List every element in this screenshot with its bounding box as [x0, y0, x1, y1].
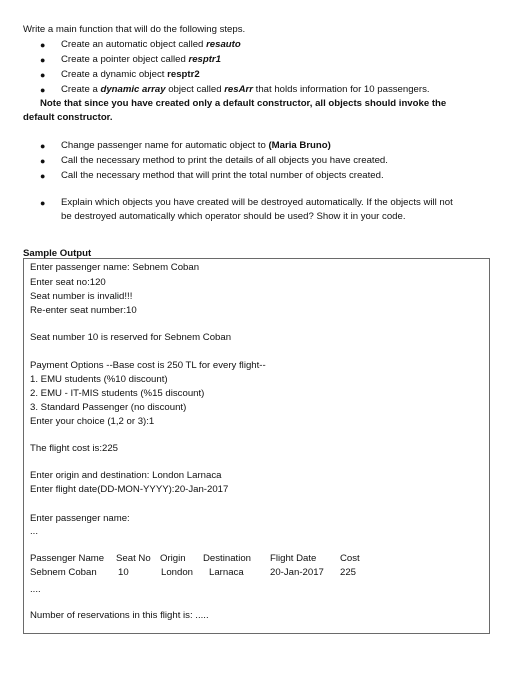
output-line: Number of reservations in this flight is: .....: [30, 610, 209, 621]
bullet-text: Create an automatic object called: [61, 39, 207, 50]
bullet-explain-line-1: Explain which objects you have created will be destroyed automatically. If the objects will not: [61, 197, 453, 208]
bullet-change-name: [61, 140, 331, 152]
bullet-resarr: [61, 84, 430, 96]
output-line: Enter flight date(DD-MON-YYYY):20-Jan-2017: [30, 484, 229, 495]
table-cell-origin: London: [161, 567, 194, 578]
passenger-name: (Maria Bruno): [268, 140, 331, 151]
output-line: Re-enter seat number:10: [30, 305, 137, 316]
bullet-explain-line-2: be destroyed automatically which operator should be used? Show it in your code.: [61, 211, 406, 222]
bullet-text: Create a pointer object called: [61, 54, 189, 65]
object-name: resArr: [224, 84, 254, 95]
table-header-flight-date: Flight Date: [270, 553, 317, 564]
bullet-print-details: Call the necessary method to print the details of all objects you have created.: [61, 155, 388, 166]
output-line: The flight cost is:225: [30, 443, 118, 454]
bullet-icon: ●: [40, 141, 46, 151]
bullet-icon: ●: [40, 85, 46, 95]
output-line: Enter your choice (1,2 or 3):1: [30, 416, 155, 427]
table-cell-destination: Larnaca: [209, 567, 244, 578]
object-name: resptr1: [188, 54, 221, 65]
bullet-icon: ●: [40, 156, 46, 166]
output-line: Seat number 10 is reserved for Sebnem Coban: [30, 332, 232, 343]
bullet-icon: ●: [40, 70, 46, 80]
bullet-icon: ●: [40, 171, 46, 181]
table-cell-seat-no: 10: [118, 567, 129, 578]
bullet-text: Create a: [61, 84, 101, 95]
table-header-passenger-name: Passenger Name: [30, 553, 105, 564]
table-cell-flight-date: 20-Jan-2017: [270, 567, 324, 578]
bullet-print-total: Call the necessary method that will print the total number of objects created.: [61, 170, 384, 181]
output-line: ...: [30, 526, 38, 537]
bullet-icon: ●: [40, 198, 46, 208]
table-cell-cost: 225: [340, 567, 357, 578]
note-line-1: Note that since you have created only a default constructor, all objects should invoke the: [40, 98, 447, 109]
bullet-text: Change passenger name for automatic object to: [61, 140, 269, 151]
bullet-icon: ●: [40, 55, 46, 65]
bullet-text: object called: [165, 84, 225, 95]
output-line: Seat number is invalid!!!: [30, 291, 133, 302]
bullet-text: that holds information for 10 passengers.: [253, 84, 430, 95]
output-line: 2. EMU - IT-MIS students (%15 discount): [30, 388, 205, 399]
note-line-2: default constructor.: [23, 112, 113, 123]
bullet-resptr2: [61, 69, 200, 81]
object-name: resauto: [206, 39, 241, 50]
output-line: Enter passenger name:: [30, 513, 130, 524]
object-name: resptr2: [167, 69, 200, 80]
table-header-origin: Origin: [160, 553, 186, 564]
output-line: Enter passenger name: Sebnem Coban: [30, 262, 200, 273]
bullet-resptr1: [61, 54, 221, 66]
table-header-seat-no: Seat No: [116, 553, 151, 564]
output-line: 3. Standard Passenger (no discount): [30, 402, 187, 413]
table-header-cost: Cost: [340, 553, 360, 564]
output-line: Enter origin and destination: London Larnaca: [30, 470, 222, 481]
output-line: Enter seat no:120: [30, 277, 106, 288]
bullet-icon: ●: [40, 40, 46, 50]
output-line: 1. EMU students (%10 discount): [30, 374, 168, 385]
table-cell-passenger-name: Sebnem Coban: [30, 567, 97, 578]
table-header-destination: Destination: [203, 553, 251, 564]
bullet-resauto: [61, 39, 241, 51]
bullet-text: Create a dynamic object: [61, 69, 168, 80]
intro-text: Write a main function that will do the following steps.: [23, 24, 246, 35]
sample-output-title: Sample Output: [23, 248, 92, 259]
output-line: Payment Options --Base cost is 250 TL for every flight--: [30, 360, 266, 371]
output-line: ....: [30, 584, 41, 595]
object-type: dynamic array: [100, 84, 166, 95]
